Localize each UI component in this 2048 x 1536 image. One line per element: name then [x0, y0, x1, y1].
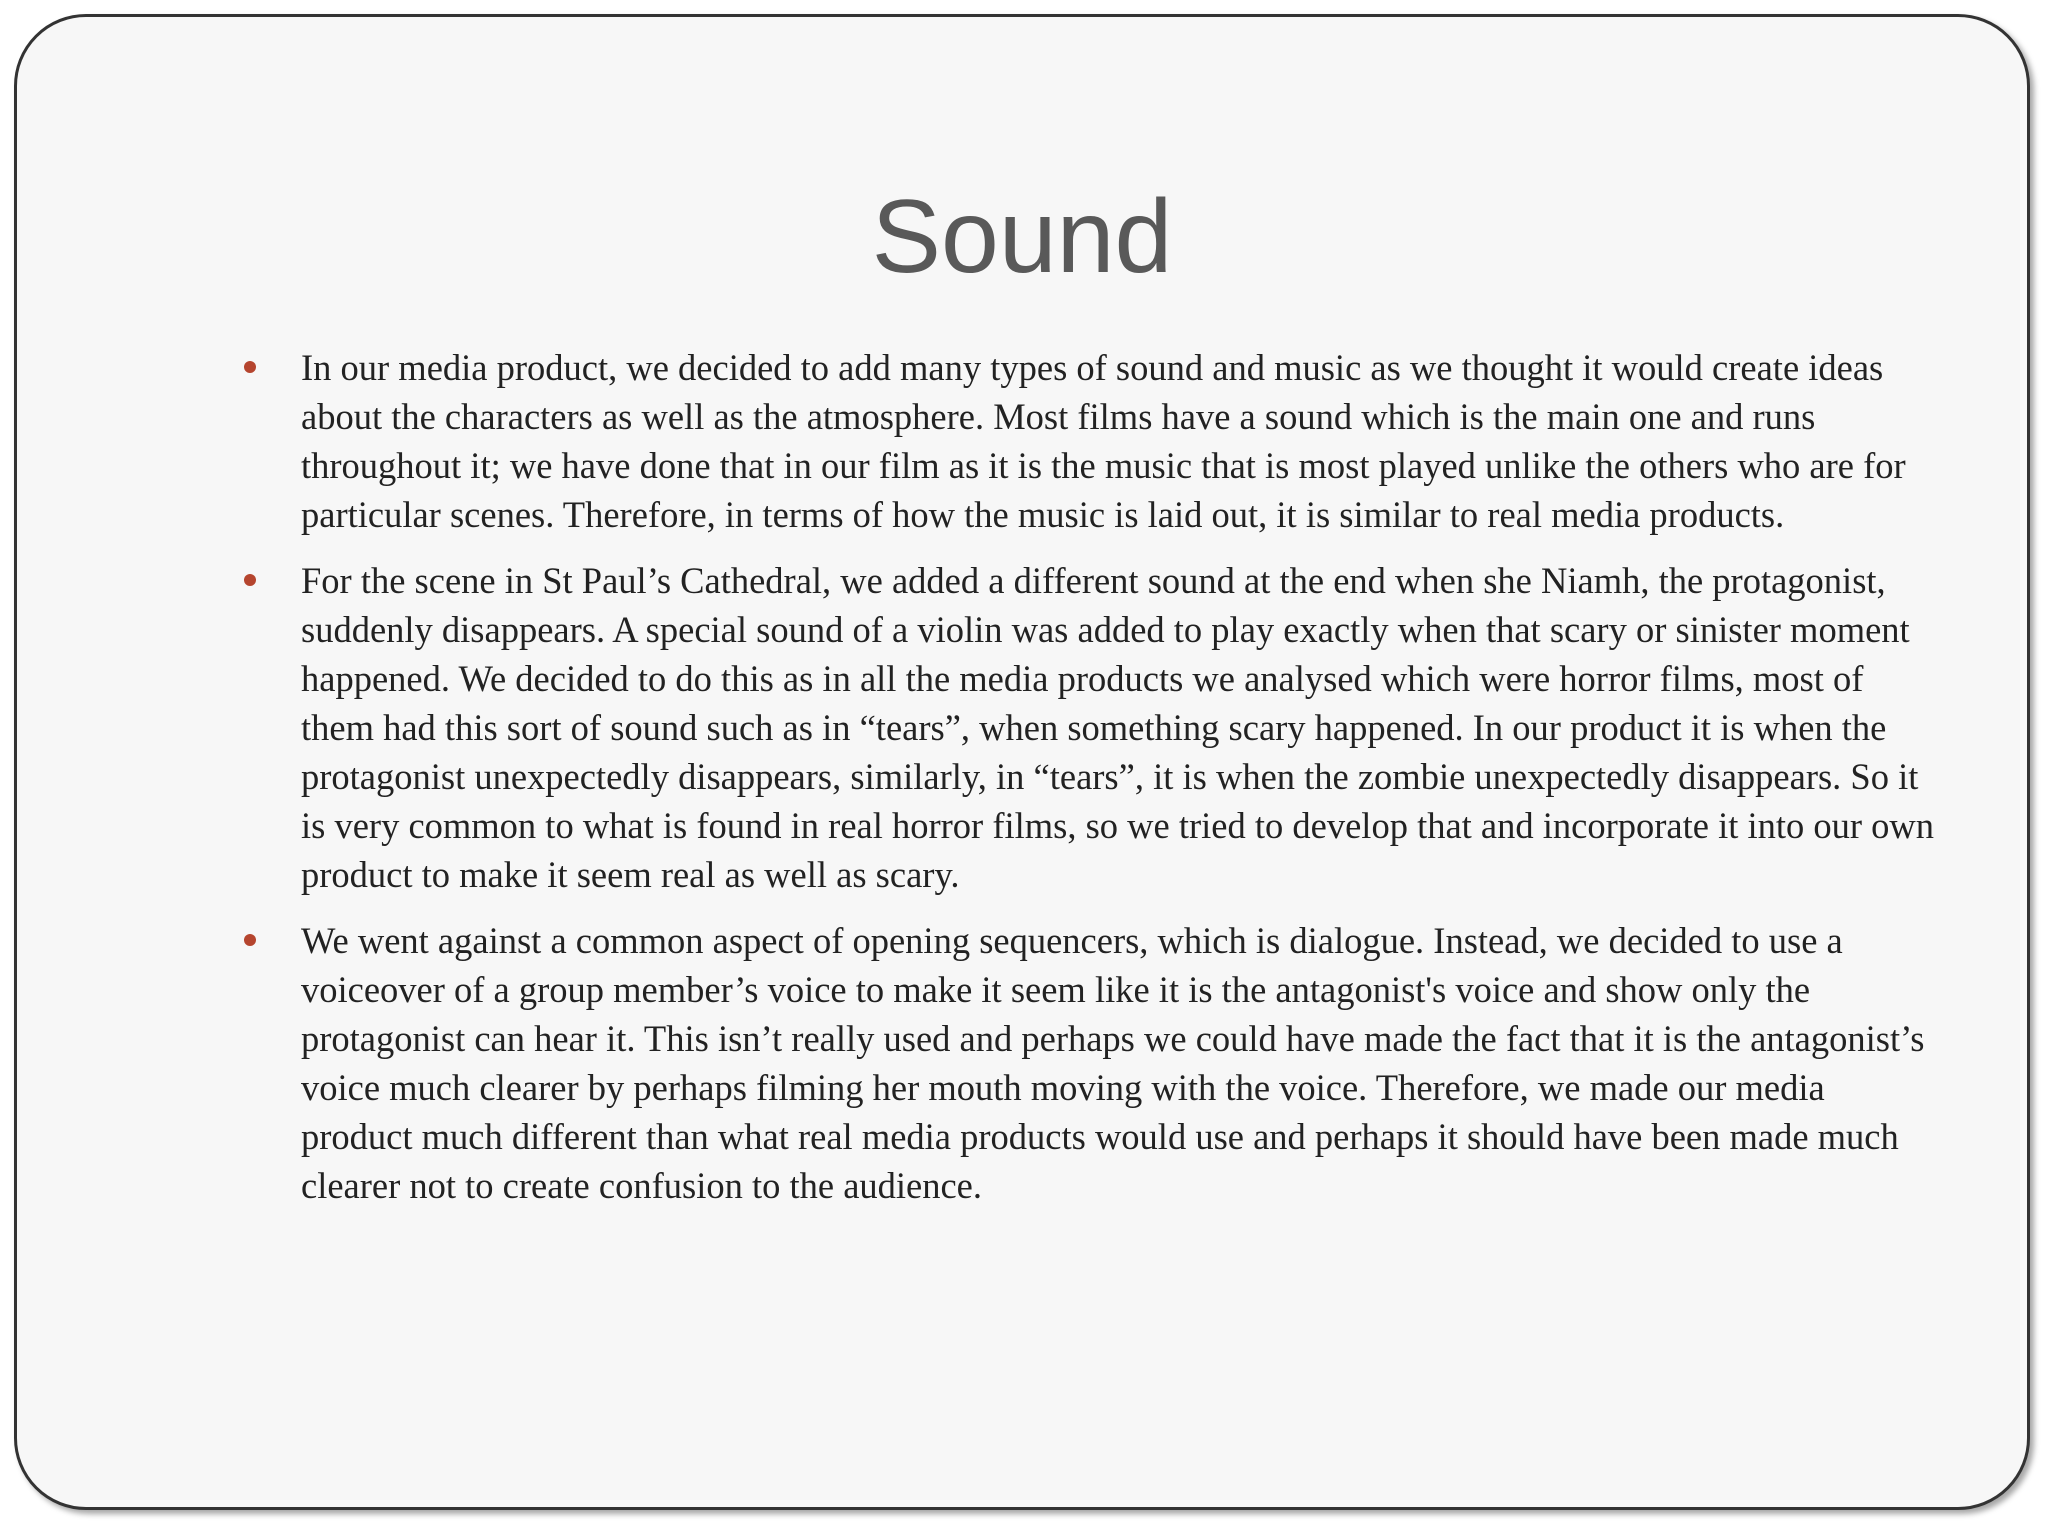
slide-frame: [14, 14, 2030, 1510]
slide-title: Sound: [871, 179, 1173, 295]
bullet-text: We went against a common aspect of opening sequencers, which is dialogue. Instead, we decided to use a voiceover of a group member’s voice to make it seem like it is the antagonist's voice and show only the protagonist can hear it. This isn’t really used and perhaps we could have made the fact that it is the antagonist’s voice much clearer by perhaps filming her mouth moving with the voice. Therefore, we made our media product much different than what real media products would use and perhaps it should have been made much clearer not to create confusion to the audience.: [301, 920, 1925, 1206]
bullet-text: In our media product, we decided to add many types of sound and music as we thought it would create ideas about the characters as well as the atmosphere. Most films have a sound which is the main one and runs throughout it; we have done that in our film as it is the music that is most played unlike the others who are for particular scenes. Therefore, in terms of how the music is laid out, it is similar to real media products.: [301, 347, 1906, 535]
bullet-item: [241, 343, 1941, 539]
bullet-list: [241, 343, 1941, 1227]
bullet-dot-icon: [244, 361, 256, 373]
bullet-dot-icon: [244, 934, 256, 946]
bullet-item: [241, 916, 1941, 1210]
bullet-text: For the scene in St Paul’s Cathedral, we added a different sound at the end when she Niamh, the protagonist, suddenly disappears. A special sound of a violin was added to play exactly when that scary or sinister moment happened. We decided to do this as in all the media products we analysed which were horror films, most of them had this sort of sound such as in “tears”, when something scary happened. In our product it is when the protagonist unexpectedly disappears, similarly, in “tears”, it is when the zombie unexpectedly disappears. So it is very common to what is found in real horror films, so we tried to develop that and incorporate it into our own product to make it seem real as well as scary.: [301, 560, 1935, 895]
bullet-item: [241, 556, 1941, 899]
bullet-dot-icon: [244, 574, 256, 586]
